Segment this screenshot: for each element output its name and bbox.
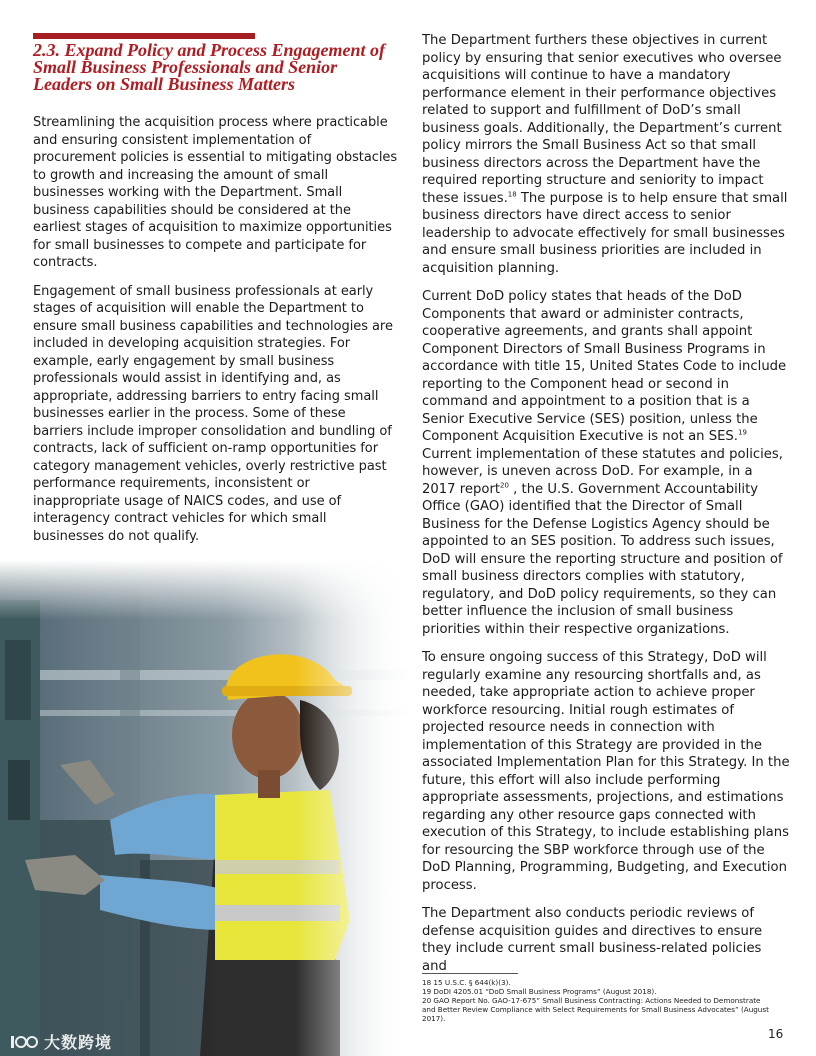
footnote-20: 20 GAO Report No. GAO-17-675” Small Business Contracting: Actions Needed to Demonstrate and Better Review Compliance with Select Requirements for Small Business Advocates” (August 2017). bbox=[422, 996, 769, 1023]
left-column bbox=[33, 114, 398, 556]
page-number: 16 bbox=[768, 1027, 784, 1041]
left-paragraph-2: Engagement of small business professionals at early stages of acquisition will enable the Department to ensure small business capabilities and technologies are included in developing acquisition strategies. For example, early engagement by small business professionals would assist in identifying and, as appropriate, addressing barriers to entry facing small businesses earlier in the process. Some of these barriers include improper consolidation and bundling of contracts, lack of sufficient on-ramp opportunities for category management vehicles, overly restrictive past performance requirements, inconsistent or inappropriate usage of NAICS codes, and use of interagency contract vehicles for which small businesses do not qualify. bbox=[33, 283, 393, 544]
footnote-18: 18 15 U.S.C. § 644(k)(3). bbox=[422, 978, 511, 987]
footnote-ref-19[interactable]: 19 bbox=[737, 428, 747, 437]
section-accent-bar bbox=[33, 33, 255, 39]
right-p2-text-a: Current DoD policy states that heads of the DoD Components that award or administer contracts, cooperative agreements, and grants shall appoint Component Directors of Small Business Programs in accordance with title 15, United States Code to include reporting to the Component head or second in command and appointment to a position that is a Senior Executive Service (SES) position, unless the Component Acquisition Executive is not an SES. bbox=[422, 289, 787, 444]
footnote-ref-18[interactable]: 18 bbox=[507, 190, 517, 199]
right-p1-text-b: The purpose is to help ensure that small business directors have direct access to senior leadership to advocate effectively for small businesses and ensure small business priorities are included in acquisition planning. bbox=[422, 190, 788, 276]
right-p1-text-a: The Department furthers these objectives in current policy by ensuring that senior executives who oversee acquisitions will continue to have a mandatory performance element in their performance objectives related to support and fulfillment of DoD’s small business goals. Additionally, the Department’s current policy mirrors the Small Business Act so that small business directors across the Department have the required reporting structure and seniority to impact these issues. bbox=[422, 33, 782, 206]
watermark-text: 大数跨境 bbox=[44, 1033, 113, 1052]
right-paragraph-3: To ensure ongoing success of this Strategy, DoD will regularly examine any resourcing shortfalls and, as needed, take appropriate action to achieve proper workforce resourcing. Initial rough estimates of projected resource needs in connection with implementation of this Strategy are provided in the associated Implementation Plan for this Strategy. In the future, this effort will also include performing appropriate assessments, projections, and estimations regarding any other resource gaps connected with execution of this Strategy, to include establishing plans for resourcing the SBP workforce through use of the DoD Planning, Programming, Budgeting, and Execution process. bbox=[422, 650, 790, 893]
watermark-logo-icon bbox=[10, 1034, 38, 1050]
right-p2-text-c: , the U.S. Government Accountability Office (GAO) identified that the Director of Small Business for the Defense Logistics Agency should be appointed to an SES position. To address such issues, DoD will ensure the reporting structure and position of small business directors complies with statutory, regulatory, and DoD policy requirements, so they can better influence the inclusion of small business priorities within their respective organizations. bbox=[422, 481, 783, 637]
worker-photo bbox=[0, 560, 410, 1056]
right-paragraph-2 bbox=[422, 288, 790, 638]
right-column bbox=[422, 32, 790, 986]
right-p2-text-b: Current implementation of these statutes and policies, however, is uneven across DoD. For example, in a 2017 report bbox=[422, 446, 783, 497]
footnotes bbox=[422, 978, 772, 1023]
watermark bbox=[10, 1030, 112, 1053]
footnote-ref-20[interactable]: 20 bbox=[500, 481, 509, 490]
left-paragraph-1: Streamlining the acquisition process where practicable and ensuring consistent implementation of procurement policies is essential to mitigating obstacles to growth and increasing the amount of small businesses working with the Department. Small business capabilities should be considered at the earliest stages of acquisition to maximize opportunities for small businesses to compete and participate for contracts. bbox=[33, 115, 398, 270]
right-paragraph-4: The Department also conducts periodic reviews of defense acquisition guides and directives to ensure they include current small business-related policies and bbox=[422, 906, 763, 974]
right-paragraph-1 bbox=[422, 32, 790, 277]
footnote-19: 19 DoDI 4205.01 “DoD Small Business Programs” (August 2018). bbox=[422, 987, 657, 996]
section-heading: 2.3. Expand Policy and Process Engagement of Small Business Professionals and Senior Leaders on Small Business Matters bbox=[33, 40, 385, 94]
footnote-divider bbox=[422, 973, 518, 974]
factory-worker-illustration bbox=[0, 560, 410, 1056]
